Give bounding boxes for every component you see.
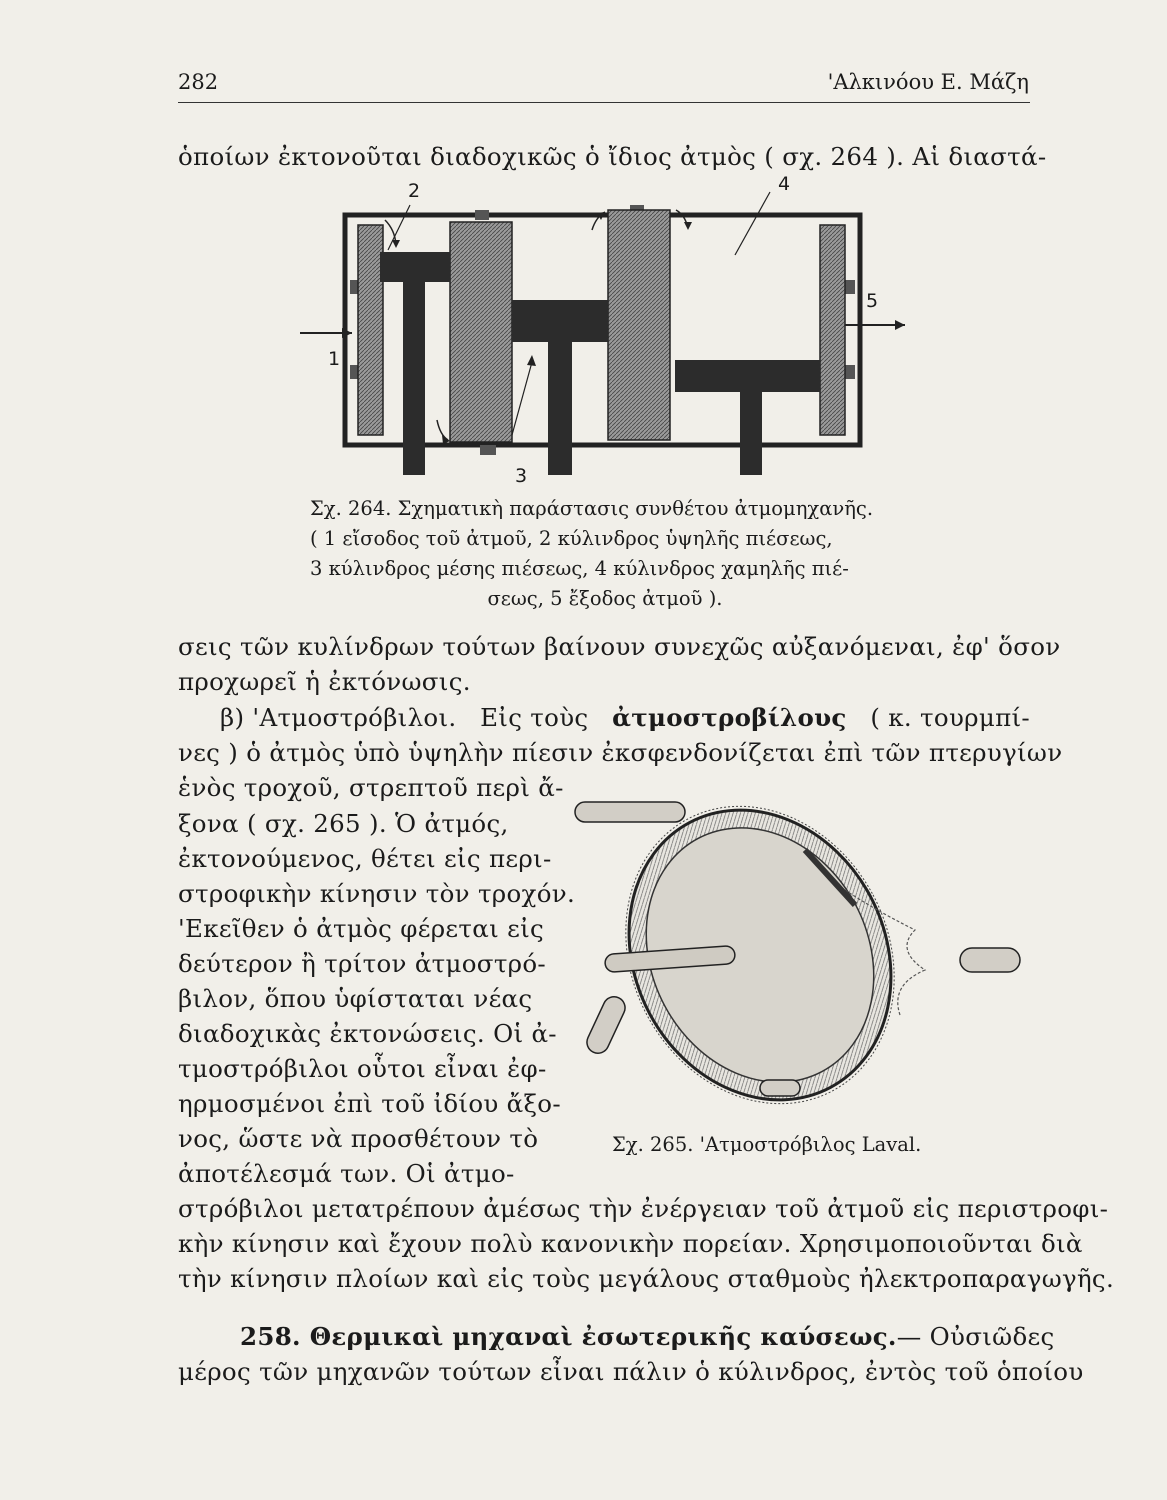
piston-3 [675, 360, 820, 475]
paragraph-line: διαδοχικὰς ἐκτονώσεις. Οἱ ἀ- [178, 1019, 557, 1048]
paragraph-line: βιλον, ὅπου ὑφίσταται νέας [178, 984, 533, 1013]
figure-264-caption-line: 3 κύλινδρος μέσης πιέσεως, 4 κύλινδρος χαμηλῆς πιέ- [310, 557, 849, 580]
figure-264-caption-line: ( 1 εἴσοδος τοῦ ἀτμοῦ, 2 κύλινδρος ὑψηλῆς πιέσεως, [310, 527, 833, 550]
turbines-heading-line [178, 703, 1030, 732]
label-2: 2 [408, 180, 421, 202]
nozzle-lower [583, 993, 628, 1057]
paragraph-line: ηρμοσμένοι ἐπὶ τοῦ ἰδίου ἄξο- [178, 1089, 561, 1118]
paragraph-line: ἐκτονούμενος, θέτει εἰς περι- [178, 844, 552, 873]
turbines-lead: Εἰς τοὺς [480, 703, 589, 732]
nozzle-right [960, 948, 1020, 972]
paragraph-line: 'Εκεῖθεν ὁ ἀτμὸς φέρεται εἰς [178, 914, 545, 943]
lug [475, 210, 489, 220]
section-258-heading: 258. Θερμικαὶ μηχαναὶ ἐσωτερικῆς καύσεως. [240, 1322, 897, 1351]
label-3: 3 [515, 465, 528, 487]
label-1: 1 [328, 348, 341, 370]
paragraph-line: ξονα ( σχ. 265 ). Ὁ ἀτμός, [178, 809, 509, 838]
figure-265-laval-turbine-illustration [555, 780, 1025, 1120]
piston-2 [512, 300, 608, 475]
section-258-heading-line [178, 1322, 1055, 1351]
figure-264-caption-line: Σχ. 264. Σχηματικὴ παράστασις συνθέτου ἀτμομηχανῆς. [310, 497, 874, 520]
paragraph-line: τὴν κίνησιν πλοίων καὶ εἰς τοὺς μεγάλους σταθμοὺς ἠλεκτροπαραγωγῆς. [178, 1264, 1115, 1293]
label-4: 4 [778, 173, 791, 195]
running-head: 'Αλκινόου Ε. Μάζη [827, 70, 1029, 94]
turbines-heading: β) 'Ατμοστρόβιλοι. [220, 703, 457, 732]
paragraph-line: μέρος τῶν μηχανῶν τούτων εἶναι πάλιν ὁ κύλινδρος, ἐντὸς τοῦ ὁποίου [178, 1357, 1084, 1386]
paragraph-line: νος, ὥστε νὰ προσθέτουν τὸ [178, 1124, 539, 1153]
cylinder-left-wall [358, 225, 383, 435]
piston-1 [380, 252, 450, 475]
paragraph-line: στρόβιλοι μετατρέπουν ἀμέσως τὴν ἐνέργειαν τοῦ ἀτμοῦ εἰς περιστροφι- [178, 1194, 1109, 1223]
lug [845, 365, 855, 379]
lug [480, 445, 496, 455]
paragraph-line: ἀποτέλεσμά των. Οἱ ἀτμο- [178, 1159, 515, 1188]
cylinder-right-wall [820, 225, 845, 435]
paragraph-line: ἑνὸς τροχοῦ, στρεπτοῦ περὶ ἄ- [178, 773, 564, 802]
lug [845, 280, 855, 294]
turbines-term: ἀτμοστροβίλους [612, 703, 847, 732]
turbines-after-term: ( κ. τουρμπί- [870, 703, 1030, 732]
paragraph-line: σεις τῶν κυλίνδρων τούτων βαίνουν συνεχῶς αὐξανόμεναι, ἐφ' ὅσον [178, 632, 1061, 661]
paragraph-line: νες ) ὁ ἀτμὸς ὑπὸ ὑψηλὴν πίεσιν ἐκσφενδονίζεται ἐπὶ τῶν πτερυγίων [178, 738, 1063, 767]
section-258-dash-text: — Οὐσιῶδες [896, 1322, 1055, 1351]
paragraph-line: τμοστρόβιλοι οὗτοι εἶναι ἐφ- [178, 1054, 547, 1083]
cylinder-medium-pressure [608, 210, 670, 440]
page-number: 282 [178, 70, 219, 94]
paragraph-line: δεύτερον ἢ τρίτον ἀτμοστρό- [178, 949, 547, 978]
nozzle-top [575, 802, 685, 822]
label-5: 5 [866, 290, 879, 312]
top-line: ὁποίων ἐκτονοῦται διαδοχικῶς ὁ ἴδιος ἀτμὸς ( σχ. 264 ). Αἱ διαστά- [178, 142, 1047, 171]
nozzle-bottom [760, 1080, 800, 1096]
figure-265-caption: Σχ. 265. 'Ατμοστρόβιλος Laval. [612, 1133, 922, 1156]
figure-264-steam-engine-diagram [300, 170, 920, 485]
header-rule [178, 102, 1030, 103]
paragraph-line: κὴν κίνησιν καὶ ἔχουν πολὺ κανονικὴν πορείαν. Χρησιμοποιοῦνται διὰ [178, 1229, 1083, 1258]
cylinder-high-pressure [450, 222, 512, 442]
paragraph-line: προχωρεῖ ἡ ἐκτόνωσις. [178, 667, 471, 696]
paragraph-line: στροφικὴν κίνησιν τὸν τροχόν. [178, 879, 576, 908]
figure-264-caption-line: σεως, 5 ἔξοδος ἀτμοῦ ). [487, 587, 723, 610]
